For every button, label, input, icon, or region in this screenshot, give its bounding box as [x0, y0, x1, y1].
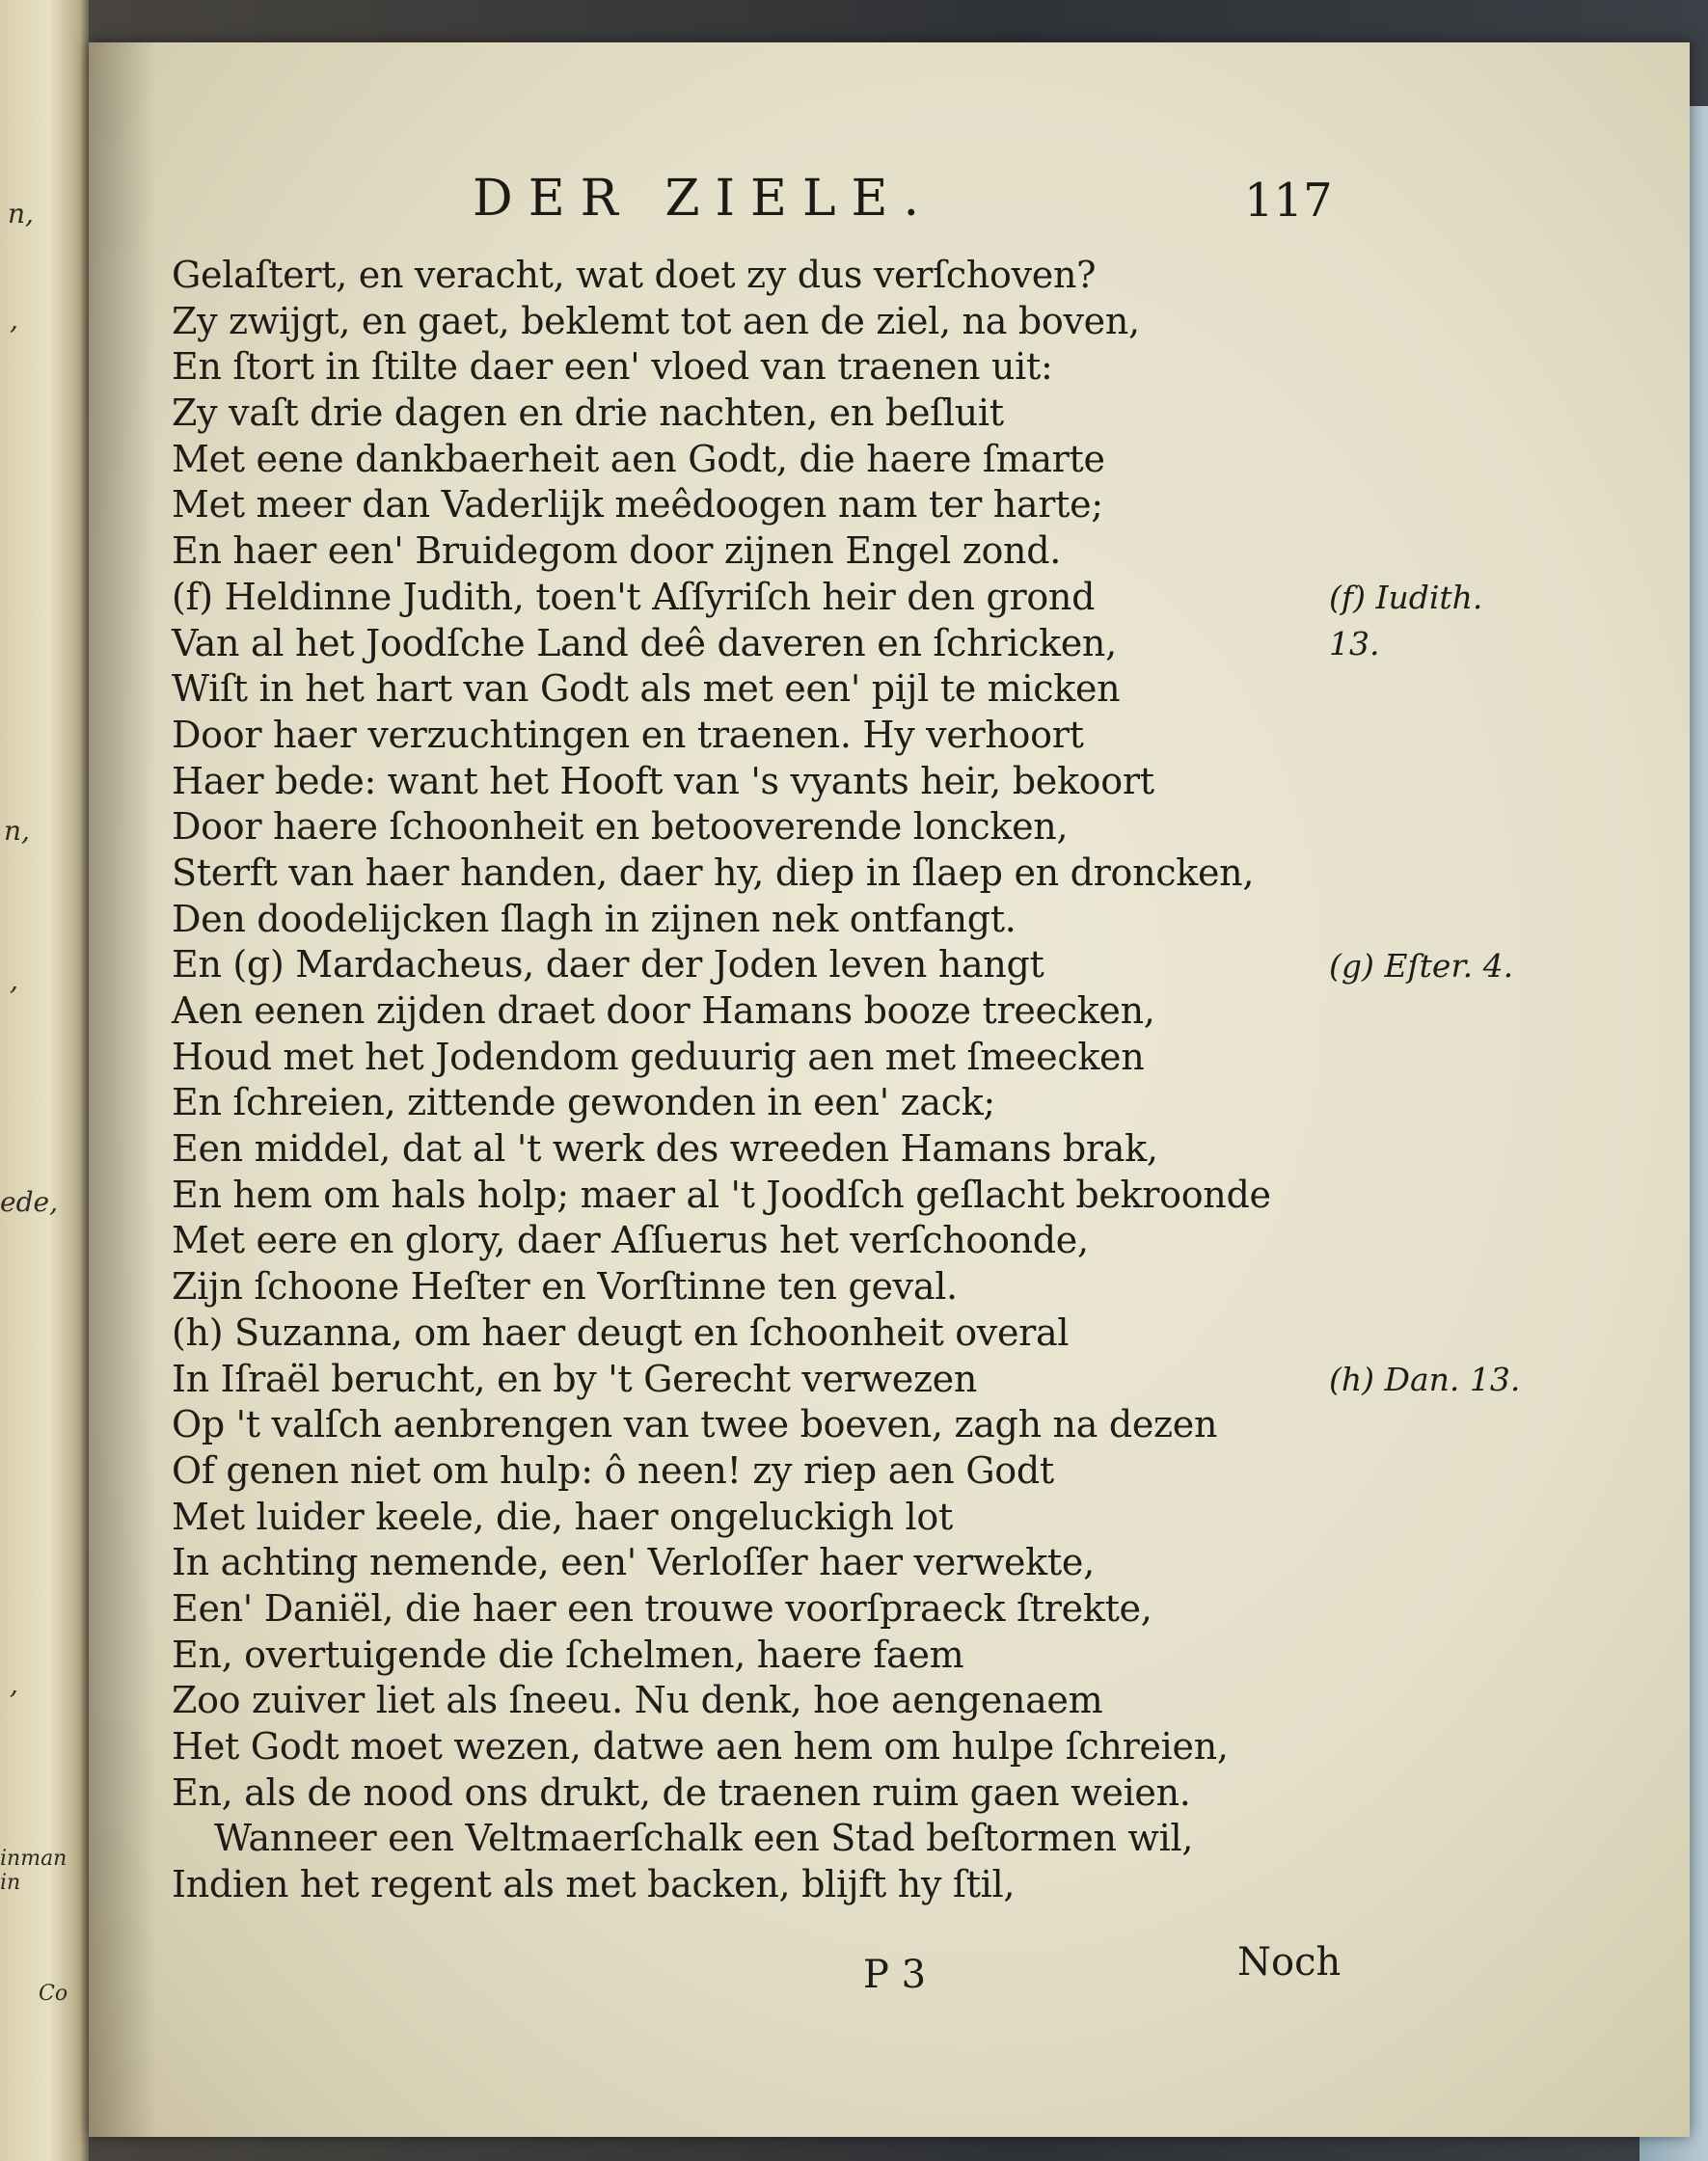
text-line: In Iſraël berucht, en by 't Gerecht verwezen — [172, 1357, 978, 1400]
left-page-fragment: , — [10, 1668, 18, 1700]
gutter-shadow — [89, 42, 156, 2137]
text-line: In achting nemende, een' Verloſſer haer verwekte, — [172, 1541, 1095, 1584]
margin-note: (g) Eſter. 4. — [1329, 946, 1514, 985]
running-header: DER ZIELE. — [473, 170, 935, 228]
text-line: Sterft van haer handen, daer hy, diep in ſlaep en droncken, — [172, 851, 1255, 894]
text-line: En ſtort in ſtilte daer een' vloed van traenen uit: — [172, 345, 1053, 389]
text-line: En, overtuigende die ſchelmen, haere faem — [172, 1633, 964, 1676]
text-line: Een middel, dat al 't werk des wreeden Hamans brak, — [172, 1127, 1158, 1171]
text-line: (h) Suzanna, om haer deugt en ſchoonheit overal — [172, 1310, 1070, 1354]
text-line: En haer een' Bruidegom door zijnen Engel zond. — [172, 529, 1062, 573]
text-line: Gelaſtert, en veracht, wat doet zy dus verſchoven? — [172, 254, 1097, 296]
text-line: Zijn ſchoone Heſter en Vorſtinne ten geval. — [172, 1265, 958, 1309]
catchword: Noch — [1237, 1940, 1342, 1985]
margin-note: 13. — [1329, 624, 1380, 662]
left-page-fragment: ede, — [0, 1186, 58, 1218]
text-line: Wanneer een Veltmaerſchalk een Stad beſtormen wil, — [214, 1817, 1194, 1860]
signature-mark: P 3 — [863, 1953, 927, 1997]
text-line: Met luider keele, die, haer ongeluckigh lot — [172, 1495, 953, 1538]
text-line: Den doodelijcken ſlagh in zijnen nek ontfangt. — [172, 897, 1017, 940]
text-line: Op 't valſch aenbrengen van twee boeven, zagh na dezen — [172, 1403, 1218, 1446]
text-line: Met eene dankbaerheit aen Godt, die haere ſmarte — [172, 437, 1105, 480]
text-line: En hem om hals holp; maer al 't Joodſch geſlacht bekroonde — [172, 1173, 1271, 1216]
text-line: (f) Heldinne Judith, toen't Aſſyriſch heir den grond — [172, 575, 1096, 618]
left-page-fragment: Co — [39, 1982, 68, 2006]
page-number: 117 — [1244, 174, 1333, 228]
text-line: Indien het regent als met backen, blijft hy ſtil, — [172, 1863, 1016, 1906]
text-line: En (g) Mardacheus, daer der Joden leven hangt — [172, 943, 1044, 986]
left-page-fragment: n, — [4, 815, 30, 847]
text-line: Zoo zuiver liet als ſneeu. Nu denk, hoe aengenaem — [172, 1679, 1103, 1722]
text-line: En ſchreien, zittende gewonden in een' zack; — [172, 1081, 995, 1124]
poem-text-block — [172, 253, 1348, 1908]
text-line: Met eere en glory, daer Aſſuerus het verſchoonde, — [172, 1219, 1089, 1262]
text-line: En, als de nood ons drukt, de traenen ruim gaen weien. — [172, 1770, 1191, 1814]
margin-note: (h) Dan. 13. — [1329, 1360, 1521, 1398]
text-line: Wiſt in het hart van Godt als met een' pijl te micken — [172, 667, 1121, 711]
text-line: Een' Daniël, die haer een trouwe voorſpraeck ſtrekte, — [172, 1586, 1152, 1630]
text-line: Haer bede: want het Hooft van 's vyants heir, bekoort — [172, 759, 1154, 802]
margin-note: (f) Iudith. — [1329, 578, 1483, 616]
left-page-fragment: , — [10, 964, 18, 996]
text-line: Houd met het Jodendom geduurig aen met ſmeecken — [172, 1035, 1145, 1078]
left-facing-page — [0, 0, 89, 2161]
text-line: Met meer dan Vaderlijk meêdoogen nam ter harte; — [172, 483, 1103, 527]
left-page-fragment: n, — [8, 198, 34, 230]
text-line: Het Godt moet wezen, datwe aen hem om hulpe ſchreien, — [172, 1725, 1229, 1768]
text-line: Of genen niet om hulp: ô neen! zy riep aen Godt — [172, 1448, 1054, 1492]
text-line: Zy vaſt drie dagen en drie nachten, en beſluit — [172, 392, 1004, 435]
text-line: Van al het Joodſche Land deê daveren en ſchricken, — [172, 621, 1117, 664]
left-page-fragment: , — [10, 304, 18, 336]
text-line: Aen eenen zijden draet door Hamans booze treecken, — [172, 989, 1155, 1032]
left-page-fragment: inman in — [0, 1847, 68, 1895]
text-line: Door haer verzuchtingen en traenen. Hy verhoort — [172, 713, 1084, 756]
text-line: Door haere ſchoonheit en betooverende loncken, — [172, 805, 1069, 849]
text-line: Zy zwijgt, en gaet, beklemt tot aen de ziel, na boven, — [172, 299, 1140, 342]
